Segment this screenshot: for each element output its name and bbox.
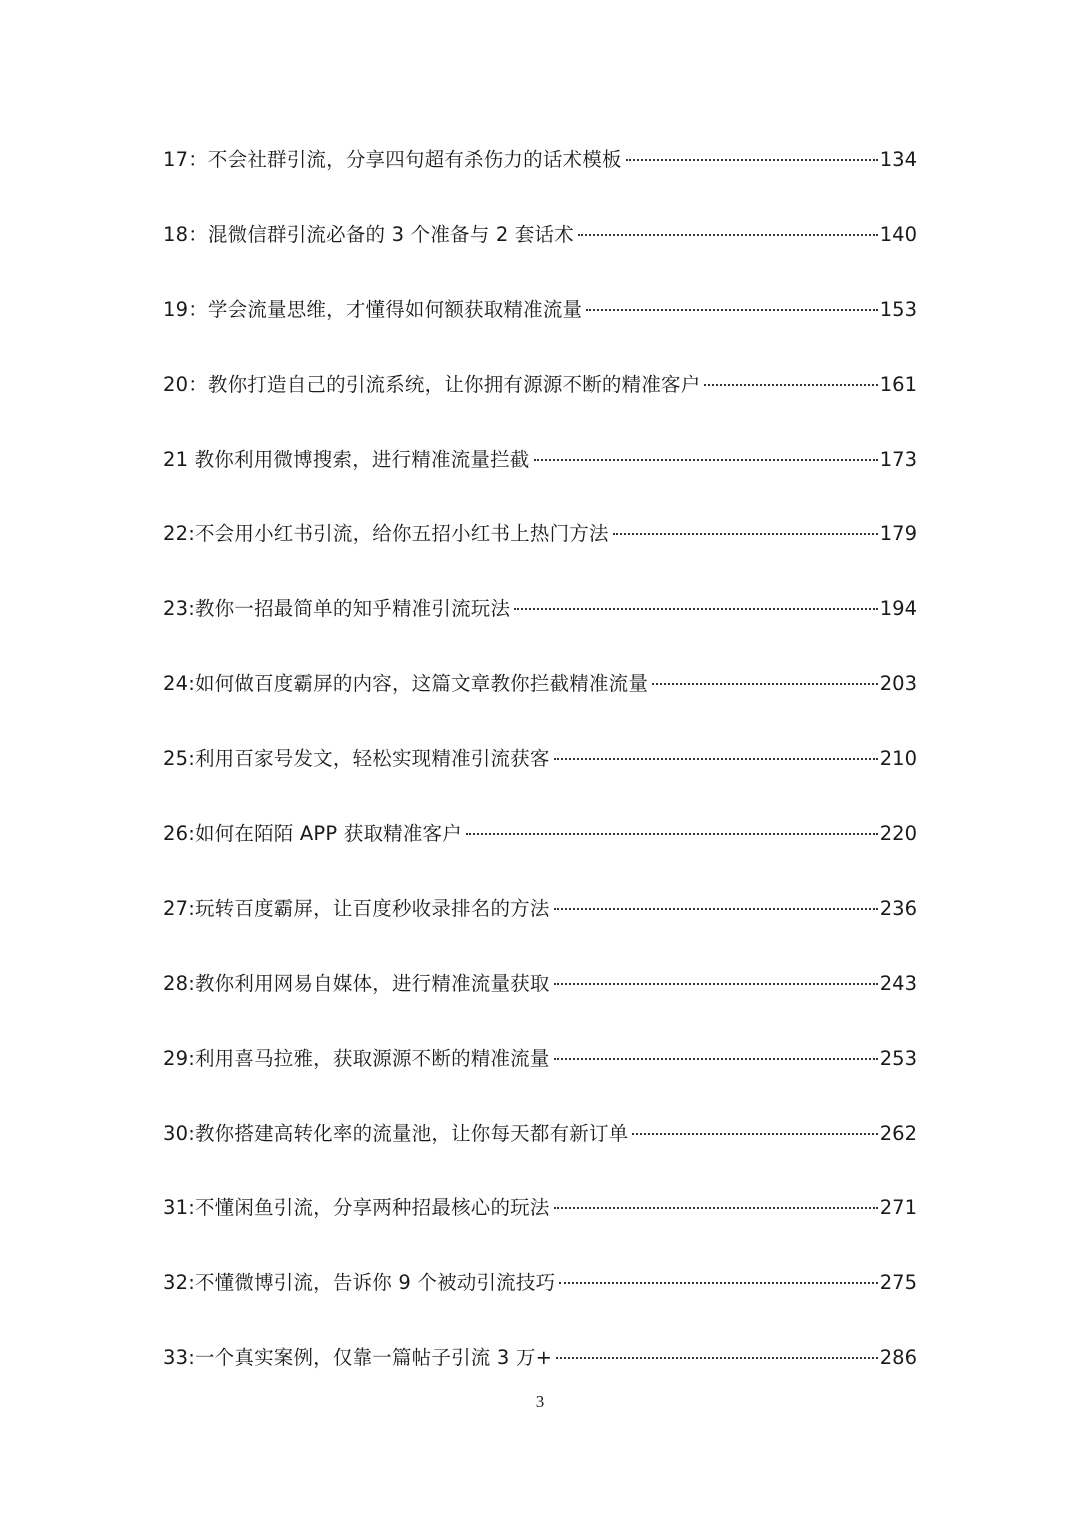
toc-entry: [163, 729, 917, 804]
toc-dot-leader: [466, 833, 878, 835]
toc-entry-page: 253: [879, 1046, 917, 1070]
toc-entry-title: 19：学会流量思维，才懂得如何额获取精准流量: [163, 297, 583, 321]
toc-entry: [163, 355, 917, 430]
toc-entry: [163, 1029, 917, 1104]
toc-entry: [163, 804, 917, 879]
toc-entry-page: 220: [879, 822, 917, 846]
toc-entry-title: 20：教你打造自己的引流系统，让你拥有源源不断的精准客户: [163, 372, 701, 396]
toc-entry-title: 28:教你利用网易自媒体，进行精准流量获取: [163, 971, 550, 995]
toc-entry-page: 161: [879, 372, 917, 396]
toc-entry: [163, 430, 917, 505]
toc-entry-title: 24:如何做百度霸屏的内容，这篇文章教你拦截精准流量: [163, 672, 649, 696]
toc-entry-title: 30:教你搭建高转化率的流量池，让你每天都有新订单: [163, 1121, 629, 1145]
toc-entry-page: 262: [879, 1121, 917, 1145]
toc-entry-page: 210: [879, 747, 917, 771]
table-of-contents: [163, 130, 917, 1403]
toc-entry-title: 18：混微信群引流必备的 3 个准备与 2 套话术: [163, 222, 574, 246]
toc-dot-leader: [613, 533, 878, 535]
toc-entry-title: 22:不会用小红书引流，给你五招小红书上热门方法: [163, 522, 609, 546]
toc-entry: [163, 654, 917, 729]
toc-entry-title: 33:一个真实案例，仅靠一篇帖子引流 3 万+: [163, 1346, 553, 1370]
toc-entry-page: 140: [879, 222, 917, 246]
toc-entry-page: 173: [879, 447, 917, 471]
page-number: 3: [535, 1392, 545, 1411]
toc-dot-leader: [626, 159, 878, 161]
toc-dot-leader: [704, 384, 877, 386]
toc-entry: [163, 504, 917, 579]
toc-dot-leader: [652, 683, 878, 685]
toc-dot-leader: [554, 1058, 878, 1060]
toc-entry-page: 203: [879, 672, 917, 696]
toc-entry: [163, 1253, 917, 1328]
toc-entry: [163, 1178, 917, 1253]
toc-entry: [163, 954, 917, 1029]
toc-entry-title: 29:利用喜马拉雅，获取源源不断的精准流量: [163, 1046, 550, 1070]
toc-entry-title: 26:如何在陌陌 APP 获取精准客户: [163, 822, 462, 846]
toc-entry: [163, 205, 917, 280]
toc-dot-leader: [514, 608, 878, 610]
toc-entry-page: 243: [879, 971, 917, 995]
toc-dot-leader: [556, 1357, 878, 1359]
toc-entry-title: 31:不懂闲鱼引流，分享两种招最核心的玩法: [163, 1196, 550, 1220]
toc-entry-page: 286: [879, 1346, 917, 1370]
toc-entry-page: 194: [879, 597, 917, 621]
toc-entry-page: 236: [879, 896, 917, 920]
toc-dot-leader: [578, 234, 878, 236]
toc-entry-title: 17：不会社群引流，分享四句超有杀伤力的话术模板: [163, 148, 622, 171]
toc-entry: [163, 1104, 917, 1179]
toc-entry: [163, 879, 917, 954]
toc-entry-title: 32:不懂微博引流，告诉你 9 个被动引流技巧: [163, 1271, 556, 1295]
toc-dot-leader: [559, 1282, 877, 1284]
toc-dot-leader: [586, 309, 878, 311]
toc-entry: [163, 130, 917, 205]
toc-entry-title: 21 教你利用微博搜索，进行精准流量拦截: [163, 447, 530, 471]
toc-entry-page: 153: [879, 297, 917, 321]
toc-dot-leader: [554, 908, 878, 910]
toc-dot-leader: [534, 459, 878, 461]
toc-entry-page: 275: [879, 1271, 917, 1295]
toc-entry-title: 25:利用百家号发文，轻松实现精准引流获客: [163, 747, 550, 771]
toc-entry-title: 27:玩转百度霸屏，让百度秒收录排名的方法: [163, 896, 550, 920]
toc-entry: [163, 579, 917, 654]
toc-entry-page: 134: [879, 148, 917, 171]
toc-dot-leader: [554, 758, 878, 760]
toc-entry-title: 23:教你一招最简单的知乎精准引流玩法: [163, 597, 511, 621]
toc-dot-leader: [632, 1133, 877, 1135]
toc-entry-page: 271: [879, 1196, 917, 1220]
toc-dot-leader: [554, 983, 878, 985]
toc-entry: [163, 280, 917, 355]
toc-dot-leader: [554, 1207, 878, 1209]
toc-entry-page: 179: [879, 522, 917, 546]
